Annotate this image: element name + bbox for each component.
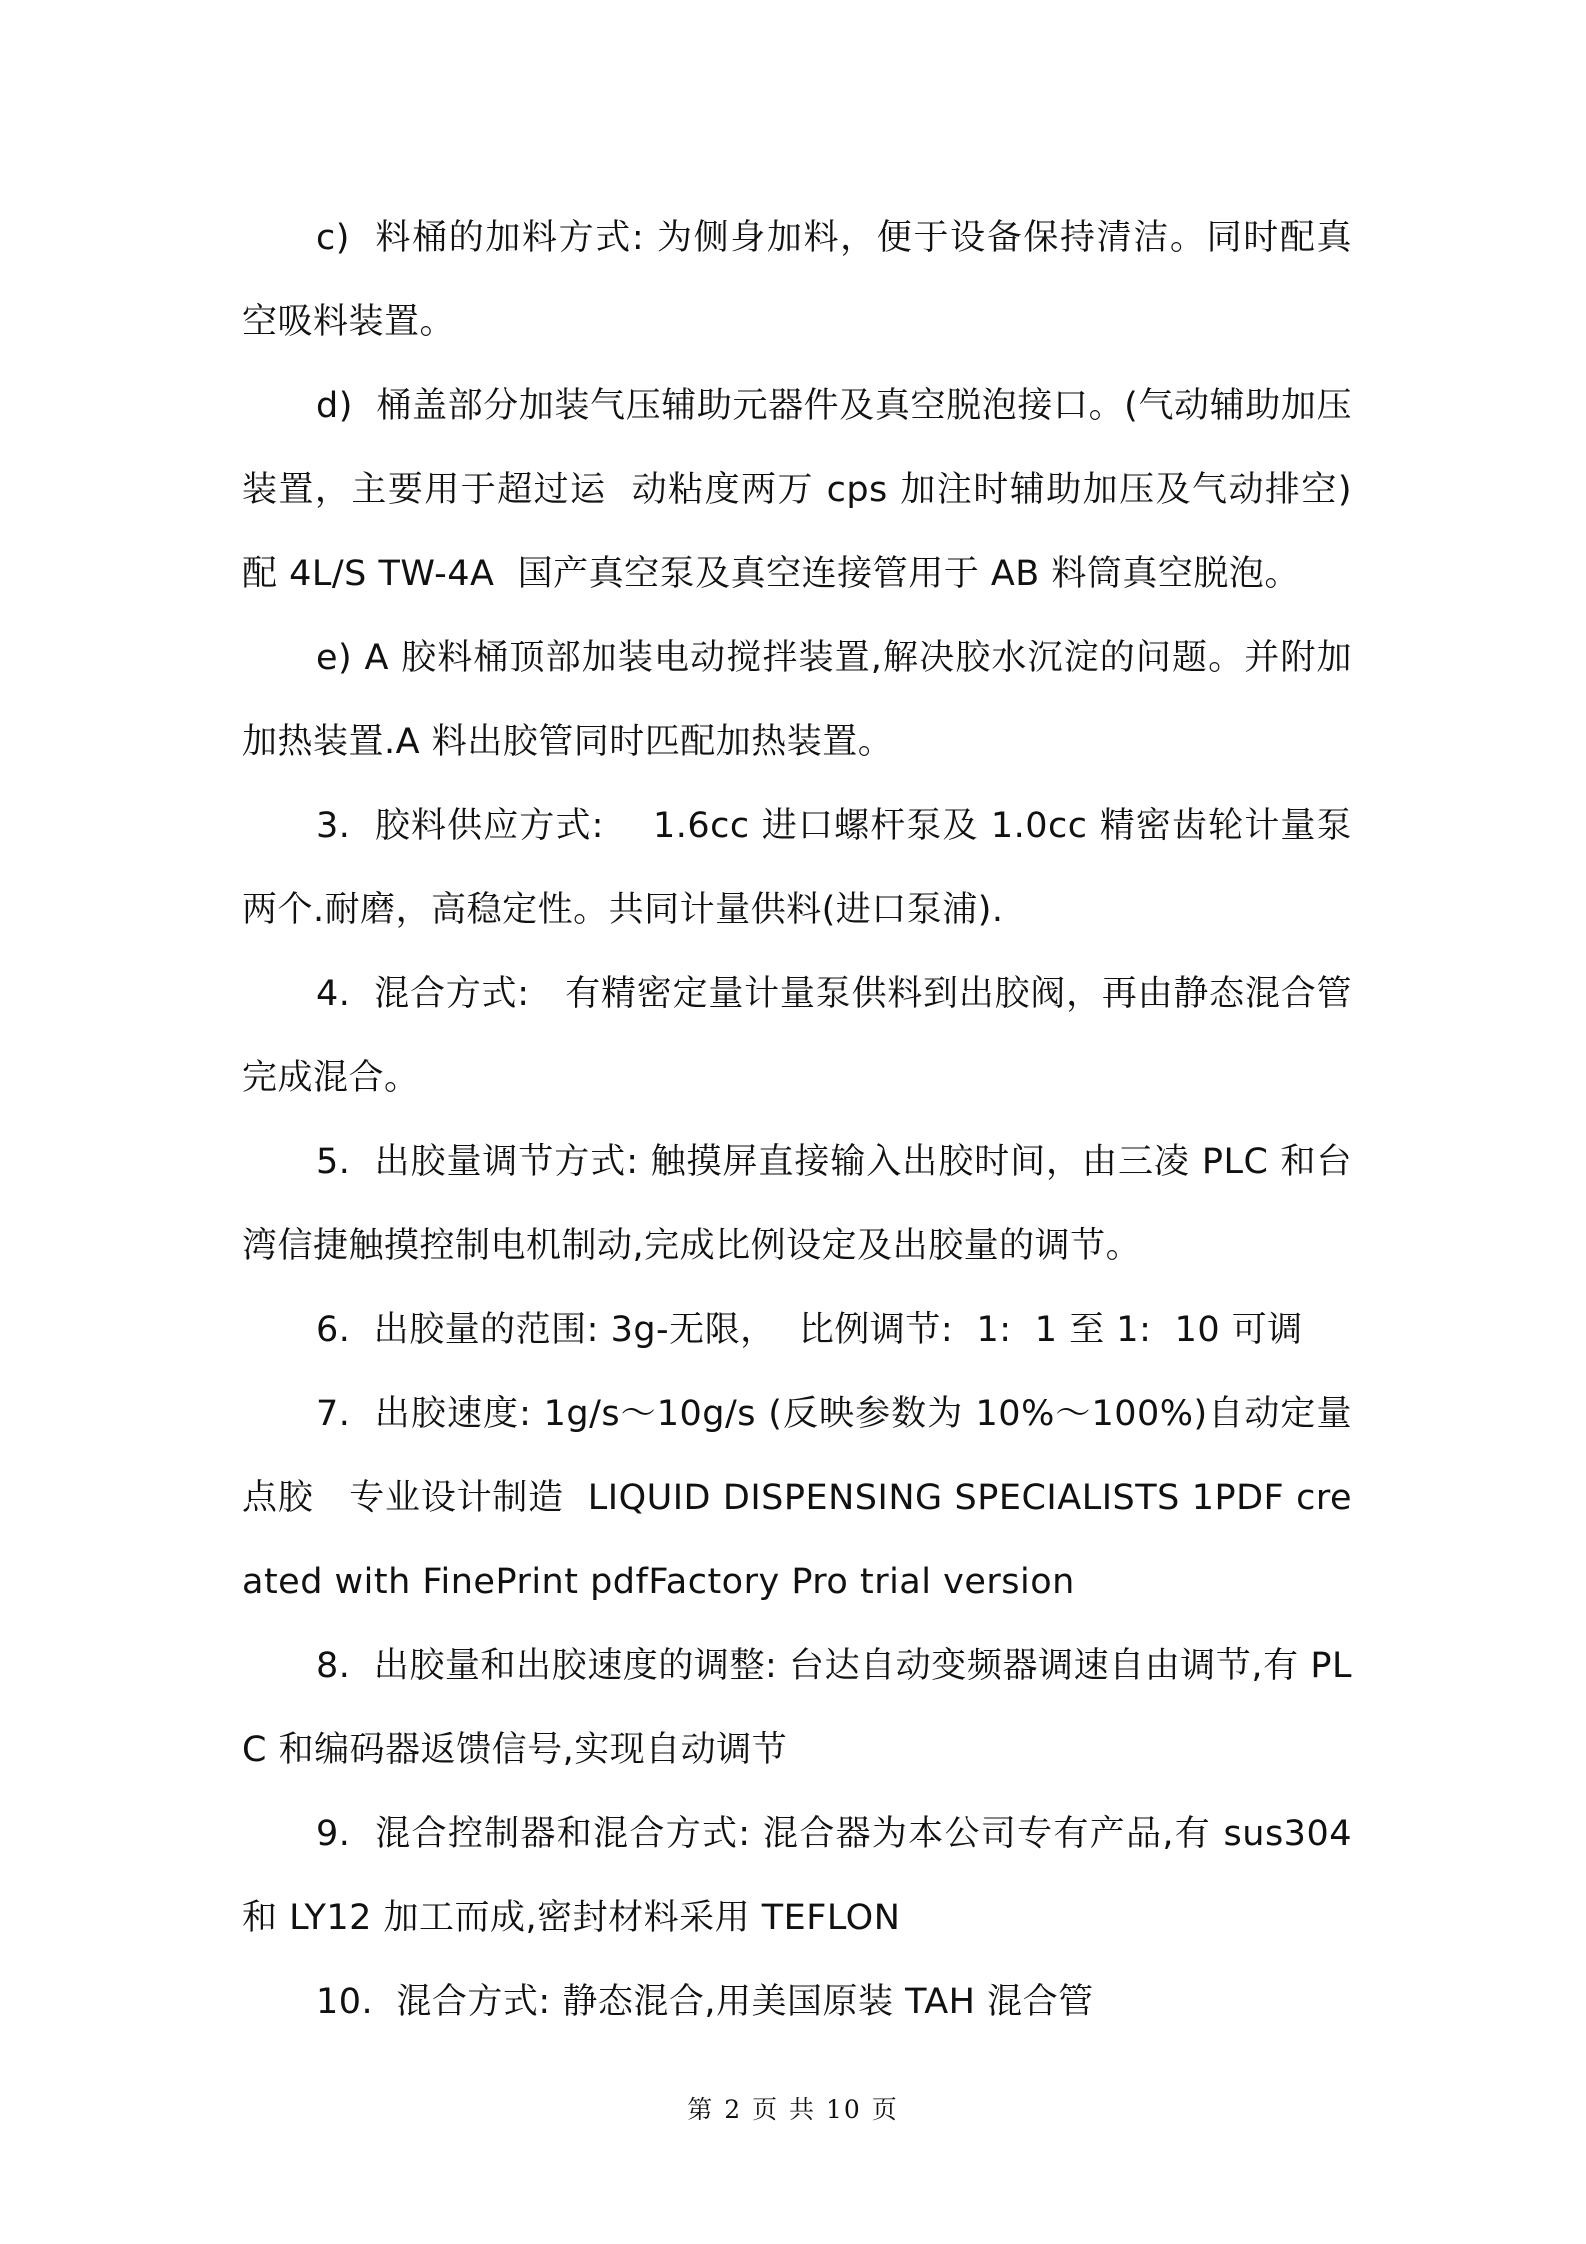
paragraph-7-output-speed: 7. 出胶速度: 1g/s～10g/s (反映参数为 10%～100%)自动定量点胶 专业设计制造 LIQUID DISPENSING SPECIALISTS 1PDF created with FinePrint pdfFactory Pro trial version <box>242 1394 1352 1602</box>
document-body <box>242 196 1364 2044</box>
paragraph-8-speed-adjustment: 8. 出胶量和出胶速度的调整: 台达自动变频器调速自由调节,有 PLC 和编码器返馈信号,实现自动调节 <box>242 1646 1352 1770</box>
paragraph-6-output-range: 6. 出胶量的范围: 3g-无限， 比例调节: 1: 1 至 1: 10 可调 <box>316 1310 1303 1350</box>
paragraph-c-loading-method: c) 料桶的加料方式: 为侧身加料，便于设备保持清洁。同时配真空吸料装置。 <box>242 218 1352 342</box>
paragraph-10-static-mixing: 10. 混合方式: 静态混合,用美国原装 TAH 混合管 <box>316 1982 1094 2022</box>
paragraph-9-mixing-controller: 9. 混合控制器和混合方式: 混合器为本公司专有产品,有 sus304 和 LY12 加工而成,密封材料采用 TEFLON <box>242 1814 1364 1938</box>
page-number-footer: 第 2 页 共 10 页 <box>687 2095 899 2124</box>
paragraph-3-supply-method: 3. 胶料供应方式: 1.6cc 进口螺杆泵及 1.0cc 精密齿轮计量泵两个.耐磨，高稳定性。共同计量供料(进口泵浦). <box>242 806 1352 930</box>
paragraph-d-lid-vacuum: d) 桶盖部分加装气压辅助元器件及真空脱泡接口。(气动辅助加压装置，主要用于超过运 动粘度两万 cps 加注时辅助加压及气动排空)配 4L/S TW-4A 国产真空泵及真空连接管用于 AB 料筒真空脱泡。 <box>242 386 1352 594</box>
paragraph-e-stirring-heating: e) A 胶料桶顶部加装电动搅拌装置,解决胶水沉淀的问题。并附加加热装置.A 料出胶管同时匹配加热装置。 <box>242 638 1352 762</box>
paragraph-5-output-adjustment: 5. 出胶量调节方式: 触摸屏直接输入出胶时间，由三凌 PLC 和台湾信捷触摸控制电机制动,完成比例设定及出胶量的调节。 <box>242 1142 1352 1266</box>
paragraph-4-mixing-method: 4. 混合方式: 有精密定量计量泵供料到出胶阀，再由静态混合管完成混合。 <box>242 974 1352 1098</box>
